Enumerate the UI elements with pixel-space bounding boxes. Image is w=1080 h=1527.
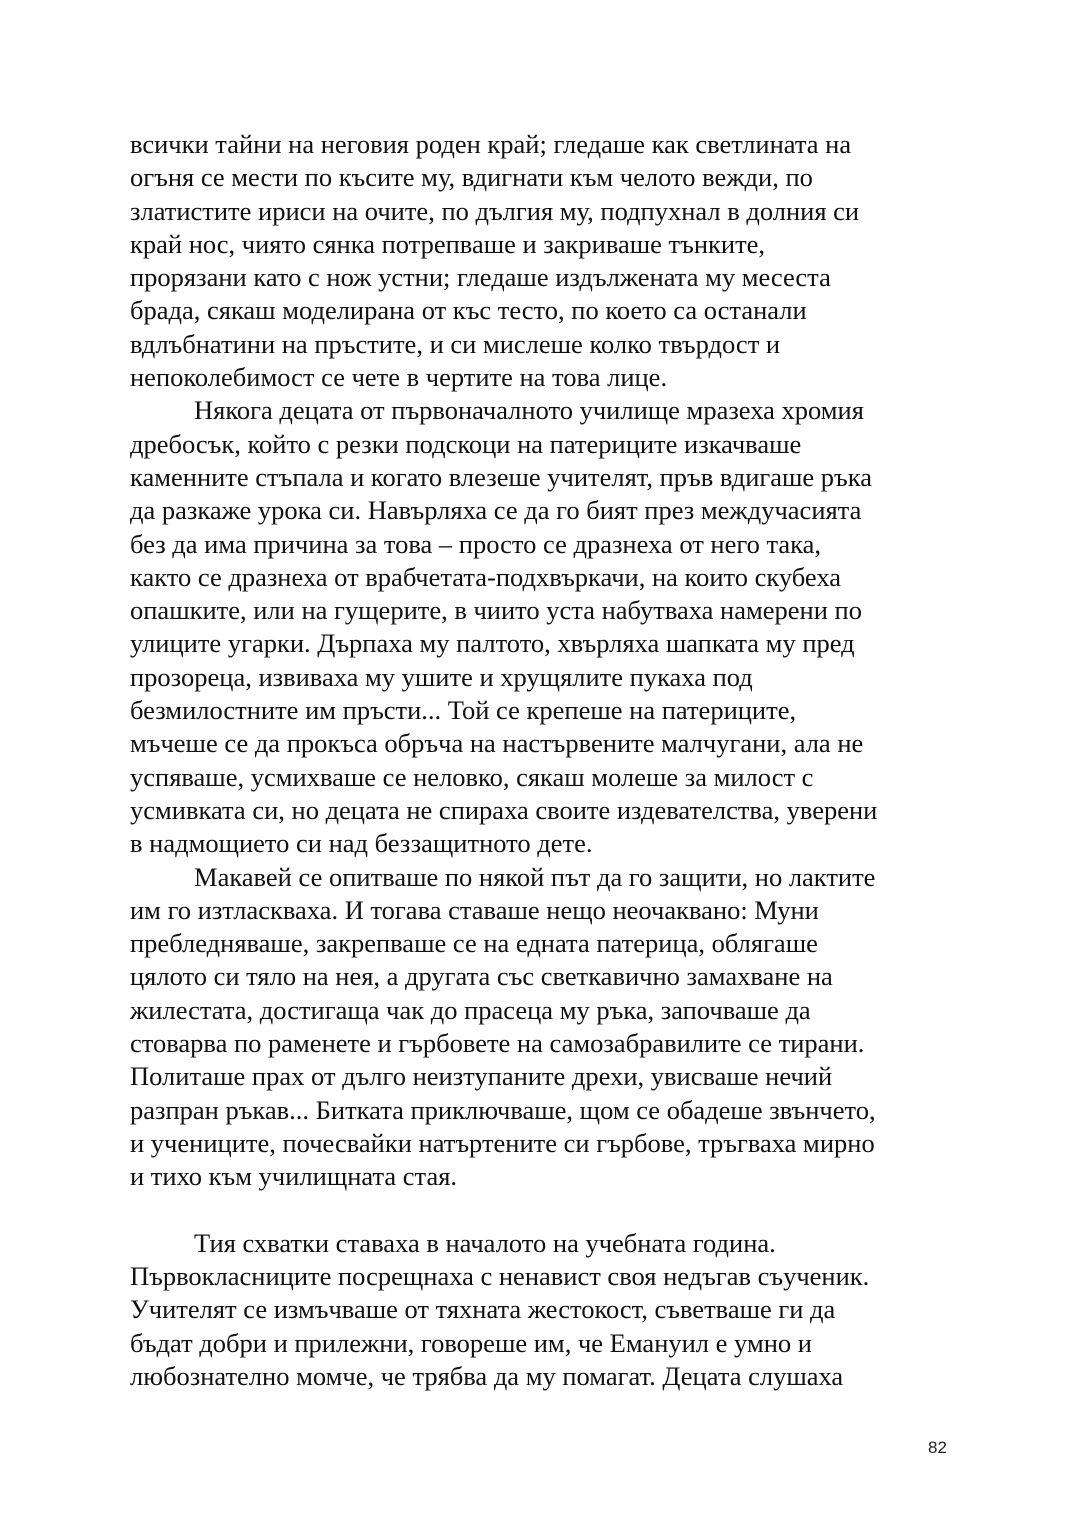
text-line: бъдат добри и прилежни, говореше им, че Емануил е умно и — [130, 1327, 812, 1358]
text-line: брада, сякаш моделирана от къс тесто, по което са останали — [130, 295, 807, 326]
text-line: както се дразнеха от врабчетата-подхвъркачи, на които скубеха — [130, 561, 841, 592]
text-line: всички тайни на неговия роден край; гледаше как светлината на — [130, 129, 852, 159]
section-break — [130, 1194, 960, 1227]
text-line: и учениците, почесвайки натъртените си гърбове, тръгваха мирно — [130, 1127, 875, 1158]
text-line: Политаше прах от дълго неизтупаните дрехи, увисваше нечий — [130, 1061, 833, 1092]
text-line: прорязани като с нож устни; гледаше издължената му месеста — [130, 262, 831, 293]
paragraph-first-line: Макавей се опитваше по някой път да го защити, но лактите — [194, 861, 876, 892]
text-line: и тихо към училищната стая. — [130, 1161, 458, 1192]
text-line: непоколебимост се чете в чертите на това лице. — [130, 362, 668, 393]
text-line: стоварва по раменете и гърбовете на самозабравилите се тирани. — [130, 1028, 865, 1059]
text-line: опашките, или на гущерите, в чиито уста набутваха намерени по — [130, 595, 862, 626]
text-line: дребосък, който с резки подскоци на патериците изкачваше — [130, 428, 802, 459]
text-line: им го изтласкваха. И тогава ставаше нещо неочаквано: Муни — [130, 894, 819, 925]
body-text — [130, 128, 960, 1393]
text-line: жилестата, достигаща чак до прасеца му ръка, започваше да — [130, 994, 811, 1025]
paragraph-first-line: Някога децата от първоначалното училище мразеха хромия — [194, 395, 864, 426]
text-line: вдлъбнатини на пръстите, и си мислеше колко твърдост и — [130, 328, 781, 359]
text-line: край нос, чиято сянка потрепваше и закриваше тънките, — [130, 228, 766, 259]
text-line: безмилостните им пръсти... Той се крепеше на патериците, — [130, 695, 797, 726]
text-line: без да има причина за това – просто се дразнеха от него така, — [130, 528, 821, 559]
text-line: каменните стъпала и когато влезеше учителят, пръв вдигаше ръка — [130, 461, 872, 492]
text-line: любознателно момче, че трябва да му помагат. Децата слушаха — [130, 1360, 844, 1391]
text-line: Първокласниците посрещнаха с ненавист своя недъгав съученик. — [130, 1261, 870, 1292]
text-line: разпран ръкав... Битката приключваше, щом се обадеше звънчето, — [130, 1094, 876, 1125]
page-number: 82 — [928, 1438, 947, 1457]
text-line: да разкаже урока си. Навърляха се да го бият през междучасията — [130, 495, 862, 526]
text-line: пребледняваше, закрепваше се на едната патерица, облягаше — [130, 928, 818, 959]
paragraph-first-line: Тия схватки ставаха в началото на учебната година. — [194, 1227, 776, 1258]
text-line: успяваше, усмихваше се неловко, сякаш молеше за милост с — [130, 761, 814, 792]
text-line: мъчеше се да прокъса обръча на настървените малчугани, ала не — [130, 728, 864, 759]
text-line: златистите ириси на очите, по дългия му, подпухнал в долния си — [130, 195, 860, 226]
text-line: прозореца, извиваха му ушите и хрущялите пукаха под — [130, 661, 753, 692]
text-line: Учителят се измъчваше от тяхната жестокост, съветваше ги да — [130, 1294, 836, 1325]
text-line: цялото си тяло на нея, а другата със светкавично замахване на — [130, 961, 833, 992]
text-line: огъня се мести по късите му, вдигнати към челото вежди, по — [130, 162, 813, 193]
text-line: улиците угарки. Дърпаха му палтото, хвърляха шапката му пред — [130, 628, 855, 659]
text-line: усмивката си, но децата не спираха своите издевателства, уверени — [130, 794, 878, 825]
text-line: в надмощието си над беззащитното дете. — [130, 828, 593, 859]
